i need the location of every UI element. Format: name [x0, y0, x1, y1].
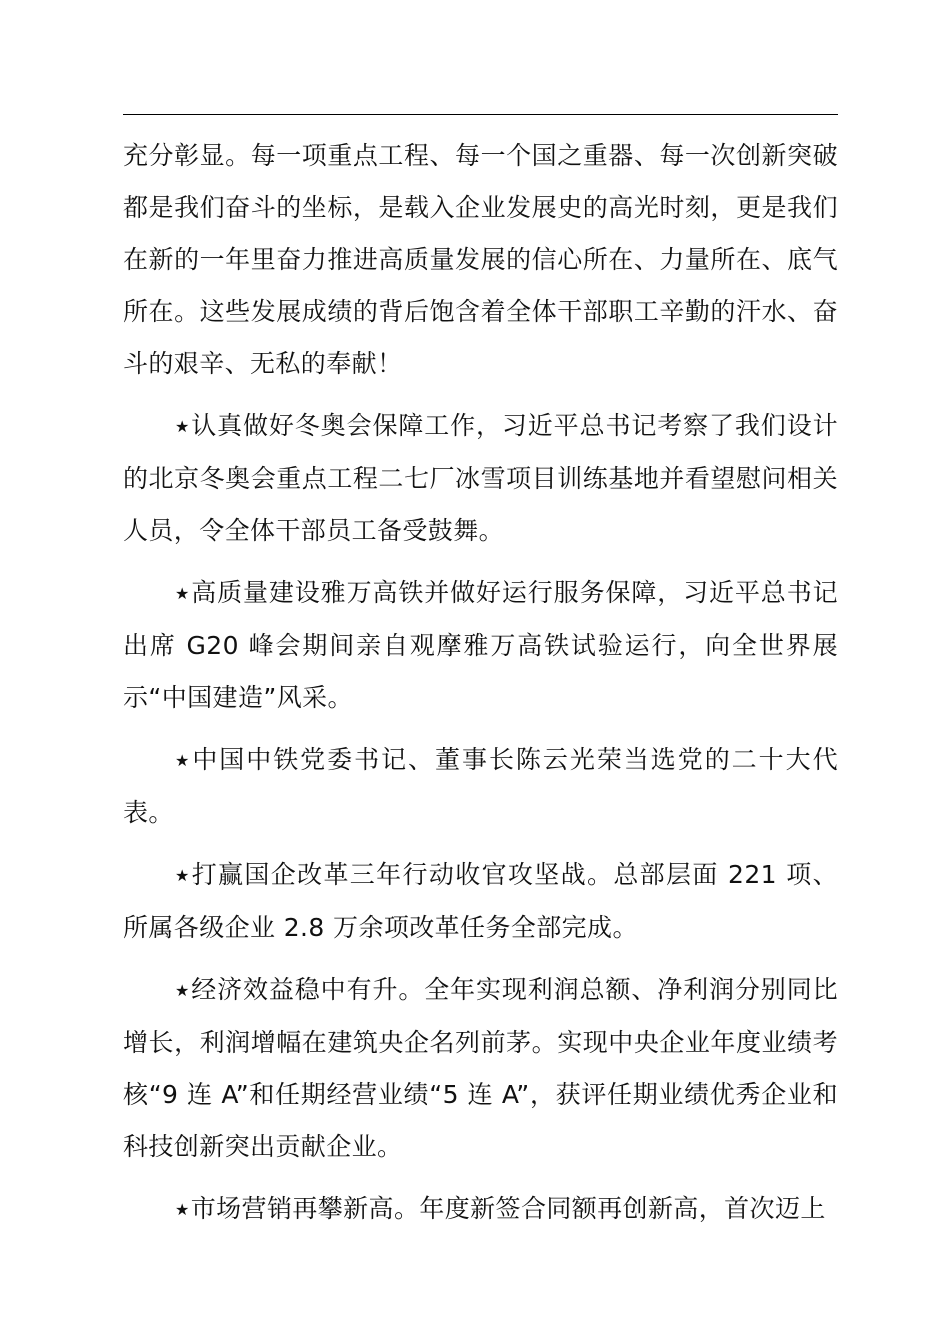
paragraph-text: 高质量建设雅万高铁并做好运行服务保障，习近平总书记出席 G20 峰会期间亲自观摩雅万高铁试验运行，向全世界展示“中国建造”风采。 [123, 578, 838, 712]
body-text [123, 130, 838, 1236]
paragraph-intro [123, 130, 838, 390]
bullet-star-icon: ★ [175, 866, 191, 885]
paragraph-text: 中国中铁党委书记、董事长陈云光荣当选党的二十大代表。 [123, 745, 838, 827]
bullet-star-icon: ★ [175, 1200, 190, 1219]
paragraph-text: 认真做好冬奥会保障工作，习近平总书记考察了我们设计的北京冬奥会重点工程二七厂冰雪项目训练基地并看望慰问相关人员，令全体干部员工备受鼓舞。 [123, 411, 838, 545]
paragraph-text: 经济效益稳中有升。全年实现利润总额、净利润分别同比增长，利润增幅在建筑央企名列前茅。实现中央企业年度业绩考核“9 连 A”和任期经营业绩“5 连 A”，获评任期业绩优秀企业和科技创新突出贡献企业。 [123, 975, 838, 1161]
paragraph-soe-reform [123, 849, 838, 954]
paragraph-winter-olympics [123, 400, 838, 557]
paragraph-text: 打赢国企改革三年行动收官攻坚战。总部层面 221 项、所属各级企业 2.8 万余项改革任务全部完成。 [123, 860, 838, 942]
bullet-star-icon: ★ [175, 417, 191, 436]
paragraph-text: 市场营销再攀新高。年度新签合同额再创新高，首次迈上 [190, 1194, 826, 1223]
paragraph-text: 充分彰显。每一项重点工程、每一个国之重器、每一次创新突破都是我们奋斗的坐标，是载入企业发展史的高光时刻，更是我们在新的一年里奋力推进高质量发展的信心所在、力量所在、底气所在。这些发展成绩的背后饱含着全体干部职工辛勤的汗水、奋斗的艰辛、无私的奉献！ [123, 141, 838, 378]
bullet-star-icon: ★ [175, 584, 191, 603]
bullet-star-icon: ★ [175, 981, 191, 1000]
paragraph-economic-benefits [123, 964, 838, 1173]
header-rule [123, 114, 838, 115]
paragraph-marketing [123, 1183, 838, 1236]
bullet-star-icon: ★ [175, 751, 192, 770]
paragraph-jakarta-bandung-railway [123, 567, 838, 724]
paragraph-party-congress [123, 734, 838, 839]
